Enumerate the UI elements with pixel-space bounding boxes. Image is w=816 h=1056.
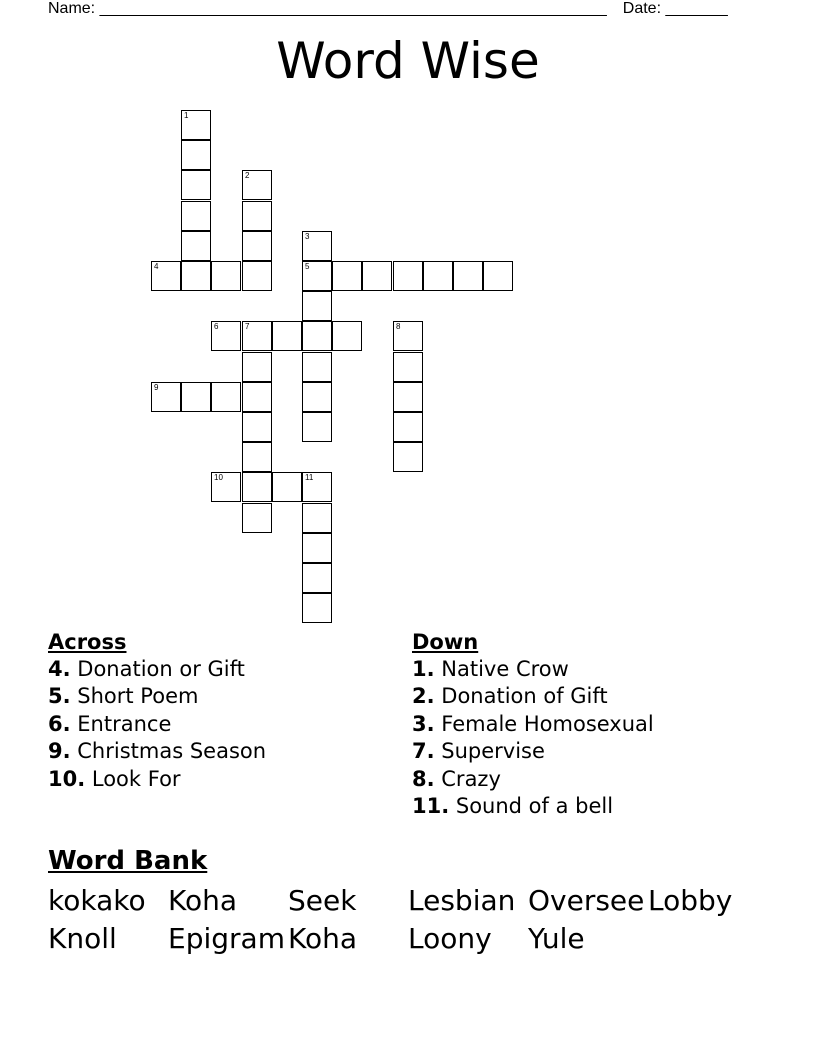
grid-cell[interactable] <box>181 170 211 200</box>
grid-cell[interactable] <box>393 382 423 412</box>
grid-cell[interactable] <box>181 201 211 231</box>
clue-number: 1 <box>184 111 189 120</box>
grid-cell[interactable] <box>242 261 272 291</box>
down-clue <box>412 766 654 793</box>
grid-cell[interactable] <box>393 352 423 382</box>
clue-text: Donation or Gift <box>70 657 245 681</box>
grid-cell[interactable] <box>181 110 211 140</box>
grid-cell[interactable] <box>181 140 211 170</box>
grid-cell[interactable] <box>302 382 332 412</box>
grid-cell[interactable] <box>332 261 362 291</box>
clue-num: 3. <box>412 711 435 736</box>
clue-num: 8. <box>412 766 435 791</box>
clue-number: 3 <box>305 232 310 241</box>
word-bank-heading: Word Bank <box>48 846 208 876</box>
word-bank-word: Oversee <box>528 884 645 917</box>
clue-num: 1. <box>412 657 435 681</box>
down-heading: Down <box>412 630 479 654</box>
grid-cell[interactable] <box>302 593 332 623</box>
down-clue <box>412 683 654 710</box>
grid-cell[interactable] <box>211 321 241 351</box>
down-clue <box>412 711 654 738</box>
word-bank-word: Yule <box>528 922 585 955</box>
grid-cell[interactable] <box>393 412 423 442</box>
grid-cell[interactable] <box>362 261 392 291</box>
grid-cell[interactable] <box>242 412 272 442</box>
down-clue <box>412 793 654 820</box>
across-clue <box>48 683 266 710</box>
word-bank-word: Epigram <box>168 922 285 955</box>
grid-cell[interactable] <box>272 321 302 351</box>
across-clue <box>48 738 266 765</box>
grid-cell[interactable] <box>242 352 272 382</box>
grid-cell[interactable] <box>302 231 332 261</box>
word-bank-word: Koha <box>168 884 238 917</box>
grid-cell[interactable] <box>393 321 423 351</box>
grid-cell[interactable] <box>302 321 332 351</box>
grid-cell[interactable] <box>242 442 272 472</box>
word-bank-word: Lobby <box>648 884 733 917</box>
clue-number: 6 <box>214 322 219 331</box>
grid-cell[interactable] <box>151 382 181 412</box>
grid-cell[interactable] <box>211 472 241 502</box>
word-bank-word: Knoll <box>48 922 117 955</box>
clue-text: Crazy <box>434 766 501 791</box>
clue-text: Native Crow <box>434 657 569 681</box>
grid-cell[interactable] <box>302 412 332 442</box>
name-date-line <box>48 0 728 18</box>
clue-num: 10. <box>48 766 86 791</box>
name-field[interactable]: Name: _________________________________________________________ <box>48 0 607 17</box>
grid-cell[interactable] <box>242 231 272 261</box>
clue-num: 7. <box>412 739 435 764</box>
grid-cell[interactable] <box>242 472 272 502</box>
word-bank-word: Seek <box>288 884 357 917</box>
clue-num: 11. <box>412 794 450 819</box>
clue-num: 9. <box>48 739 71 764</box>
down-clue <box>412 656 654 683</box>
grid-cell[interactable] <box>181 231 211 261</box>
grid-cell[interactable] <box>483 261 513 291</box>
clue-number: 7 <box>245 322 250 331</box>
grid-cell[interactable] <box>393 261 423 291</box>
word-bank-word: Loony <box>408 922 492 955</box>
grid-cell[interactable] <box>453 261 483 291</box>
down-clue <box>412 738 654 765</box>
across-clue <box>48 711 266 738</box>
clue-text: Donation of Gift <box>434 684 608 709</box>
clue-num: 4. <box>48 657 71 681</box>
grid-cell[interactable] <box>332 321 362 351</box>
clue-text: Sound of a bell <box>449 794 614 819</box>
clue-number: 2 <box>245 171 250 180</box>
clue-number: 10 <box>214 473 223 482</box>
grid-cell[interactable] <box>302 563 332 593</box>
clue-text: Entrance <box>70 711 172 736</box>
across-clue <box>48 656 266 683</box>
grid-cell[interactable] <box>211 261 241 291</box>
grid-cell[interactable] <box>242 201 272 231</box>
clue-text: Look For <box>85 766 181 791</box>
across-heading: Across <box>48 630 127 654</box>
grid-cell[interactable] <box>211 382 241 412</box>
grid-cell[interactable] <box>302 352 332 382</box>
clue-text: Female Homosexual <box>434 711 654 736</box>
grid-cell[interactable] <box>242 382 272 412</box>
clue-text: Christmas Season <box>70 739 267 764</box>
clue-num: 5. <box>48 684 71 709</box>
word-bank-word: Koha <box>288 922 358 955</box>
grid-cell[interactable] <box>242 170 272 200</box>
clue-number: 4 <box>154 262 159 271</box>
grid-cell[interactable] <box>302 533 332 563</box>
grid-cell[interactable] <box>272 472 302 502</box>
grid-cell[interactable] <box>302 472 332 502</box>
clue-num: 2. <box>412 684 435 709</box>
grid-cell[interactable] <box>181 261 211 291</box>
grid-cell[interactable] <box>151 261 181 291</box>
clue-number: 9 <box>154 383 159 392</box>
grid-cell[interactable] <box>302 503 332 533</box>
clue-number: 11 <box>305 473 314 482</box>
down-clues <box>412 629 654 820</box>
grid-cell[interactable] <box>242 321 272 351</box>
grid-cell[interactable] <box>393 442 423 472</box>
grid-cell[interactable] <box>242 503 272 533</box>
clue-text: Short Poem <box>70 684 199 709</box>
date-field[interactable]: Date: _______ <box>622 0 728 17</box>
word-bank-word: kokako <box>48 884 146 917</box>
clue-number: 8 <box>396 322 401 331</box>
across-clues <box>48 629 266 793</box>
clue-text: Supervise <box>434 739 545 764</box>
clue-num: 6. <box>48 711 71 736</box>
grid-cell[interactable] <box>302 261 332 291</box>
grid-cell[interactable] <box>302 291 332 321</box>
clue-number: 5 <box>305 262 310 271</box>
grid-cell[interactable] <box>181 382 211 412</box>
grid-cell[interactable] <box>423 261 453 291</box>
across-clue <box>48 766 266 793</box>
puzzle-title: Word Wise <box>276 32 540 90</box>
word-bank-word: Lesbian <box>408 884 516 917</box>
